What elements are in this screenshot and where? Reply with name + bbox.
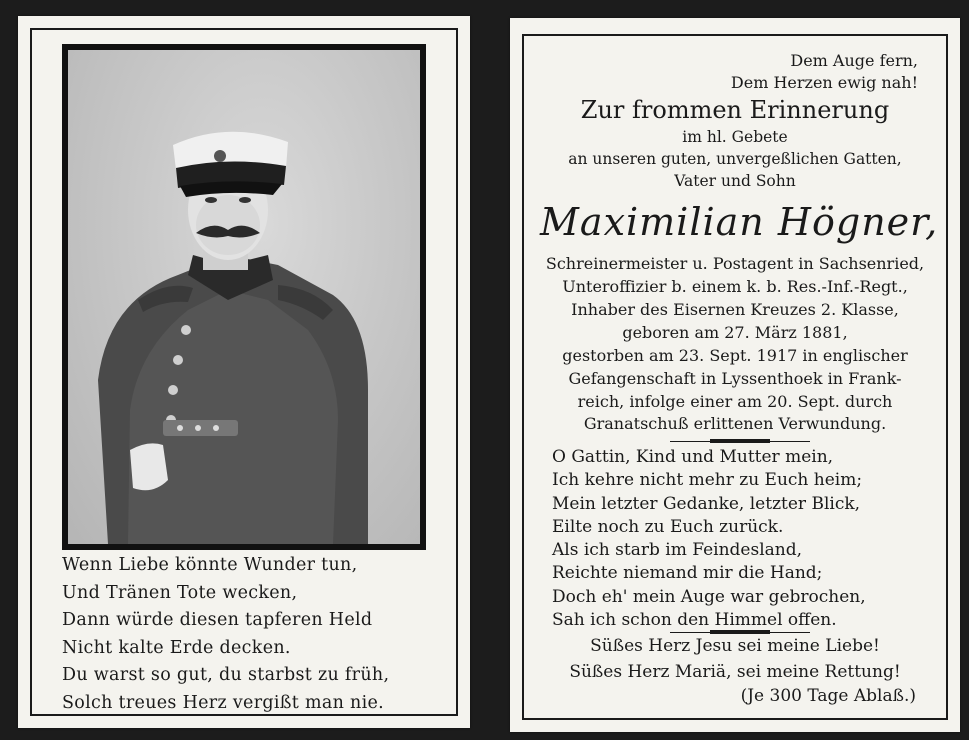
right-poem-line: Als ich starb im Feindesland, bbox=[552, 540, 803, 561]
right-poem-line: Sah ich schon den Himmel offen. bbox=[552, 610, 837, 631]
detail-line: Granatschuß erlittenen Verwundung. bbox=[583, 414, 887, 433]
right-poem-line: O Gattin, Kind und Mutter mein, bbox=[552, 447, 834, 467]
left-poem-line: Solch treues Herz vergißt man nie. bbox=[62, 692, 384, 713]
divider-ornament bbox=[710, 630, 770, 634]
intro-line: im hl. Gebete bbox=[682, 128, 788, 146]
motto-line: Dem Herzen ewig nah! bbox=[730, 73, 918, 92]
detail-line: reich, infolge einer am 20. Sept. durch bbox=[577, 392, 893, 411]
detail-line: geboren am 27. März 1881, bbox=[622, 323, 848, 342]
motto-line: Dem Auge fern, bbox=[790, 51, 918, 70]
right-poem-line: Mein letzter Gedanke, letzter Blick, bbox=[552, 493, 861, 514]
left-poem-line: Wenn Liebe könnte Wunder tun, bbox=[62, 555, 358, 575]
right-poem-line: Reichte niemand mir die Hand; bbox=[552, 563, 823, 584]
detail-line: Schreinermeister u. Postagent in Sachsenried, bbox=[545, 254, 925, 273]
right-poem-line: Eilte noch zu Euch zurück. bbox=[552, 516, 784, 537]
detail-line: gestorben am 23. Sept. 1917 in englischer bbox=[562, 346, 908, 365]
left-poem-line: Dann würde diesen tapferen Held bbox=[62, 610, 373, 630]
intro-line: an unseren guten, unvergeßlichen Gatten, bbox=[568, 150, 902, 168]
divider-ornament bbox=[710, 439, 770, 443]
left-poem-line: Du warst so gut, du starbst zu früh, bbox=[62, 665, 390, 685]
detail-line: Inhaber des Eisernen Kreuzes 2. Klasse, bbox=[571, 300, 899, 319]
prayer-line: Süßes Herz Mariä, sei meine Rettung! bbox=[569, 662, 901, 682]
right-card bbox=[510, 18, 960, 732]
soldier-portrait-illustration bbox=[68, 50, 420, 544]
prayer-line: Süßes Herz Jesu sei meine Liebe! bbox=[590, 636, 880, 656]
left-poem bbox=[62, 552, 442, 717]
right-poem-line: Ich kehre nicht mehr zu Euch heim; bbox=[552, 470, 863, 491]
right-poem-line: Doch eh' mein Auge war gebrochen, bbox=[552, 586, 866, 607]
memorial-title: Zur frommen Erinnerung bbox=[580, 96, 890, 124]
portrait-photo-frame bbox=[62, 44, 426, 550]
left-poem-line: Nicht kalte Erde decken. bbox=[62, 637, 291, 658]
left-poem-line: Und Tränen Tote wecken, bbox=[62, 582, 298, 603]
soldier-portrait-photo bbox=[68, 50, 420, 544]
right-poem bbox=[552, 446, 866, 632]
left-card bbox=[18, 16, 470, 728]
intro-line: Vater und Sohn bbox=[674, 172, 796, 190]
detail-line: Unteroffizier b. einem k. b. Res.-Inf.-Regt., bbox=[562, 277, 908, 296]
deceased-name: Maximilian Högner, bbox=[540, 200, 939, 244]
indulgence-note: (Je 300 Tage Ablaß.) bbox=[740, 686, 916, 706]
detail-line: Gefangenschaft in Lyssenthoek in Frank- bbox=[568, 369, 902, 388]
